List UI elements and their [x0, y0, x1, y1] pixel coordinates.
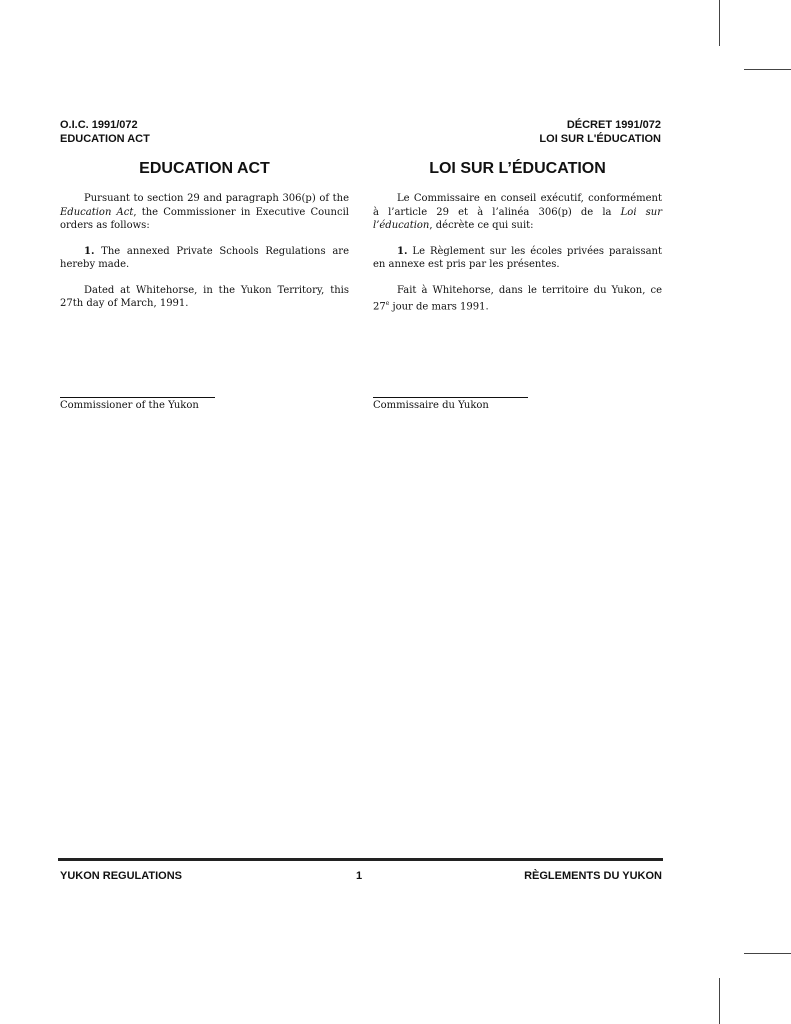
- french-dated-end: jour de mars 1991.: [389, 301, 489, 313]
- english-signature-block: [60, 397, 215, 412]
- french-preamble-end: , décrète ce qui suit:: [429, 220, 534, 231]
- french-dated-ordinal: e: [385, 300, 390, 307]
- english-dated: Dated at Whitehorse, in the Yukon Territory, this 27th day of March, 1991.: [60, 284, 349, 309]
- french-signature-block: [373, 397, 528, 412]
- english-section-1: [60, 245, 349, 272]
- french-title: LOI SUR L’ÉDUCATION: [429, 160, 606, 177]
- footer-left-label: YUKON REGULATIONS: [60, 870, 183, 882]
- crop-mark-bottom-vertical: [719, 978, 720, 1024]
- header-loi-name: LOI SUR L'ÉDUCATION: [539, 133, 661, 145]
- english-act-citation: Education Act: [60, 206, 134, 218]
- header-oic-number: O.I.C. 1991/072: [60, 119, 138, 131]
- french-signature-label: Commissaire du Yukon: [373, 400, 489, 411]
- french-section-1: [373, 245, 662, 272]
- page-number: 1: [356, 870, 363, 882]
- footer-right-label: RÈGLEMENTS DU YUKON: [524, 870, 662, 882]
- english-title: EDUCATION ACT: [139, 160, 270, 177]
- english-signature-label: Commissioner of the Yukon: [60, 400, 199, 411]
- english-signature-line: [60, 397, 215, 398]
- footer-rule: [58, 858, 663, 861]
- french-dated-text: Fait à Whitehorse, dans le territoire du Yukon, ce 27: [373, 284, 662, 313]
- english-preamble: [60, 192, 349, 233]
- header-right: [539, 118, 661, 146]
- french-column: [373, 158, 662, 326]
- english-preamble-text: Pursuant to section 29 and paragraph 306(p) of the: [84, 193, 349, 204]
- crop-mark-top-horizontal: [744, 69, 791, 70]
- header-left: [60, 118, 150, 146]
- french-section-text: Le Règlement sur les écoles privées paraissant en annexe est pris par les présentes.: [373, 245, 662, 270]
- french-signature-line: [373, 397, 528, 398]
- french-dated: [373, 284, 662, 314]
- english-preamble-end: , the Commissioner in Executive Council orders as follows:: [60, 206, 349, 231]
- french-preamble-text: Le Commissaire en conseil exécutif, conformément à l’article 29 et à l’alinéa 306(p) de la: [373, 193, 662, 218]
- french-preamble: [373, 192, 662, 233]
- crop-mark-bottom-horizontal: [744, 953, 791, 954]
- crop-mark-top-vertical: [719, 0, 720, 46]
- header-decret-number: DÉCRET 1991/072: [566, 119, 661, 131]
- english-section-text: The annexed Private Schools Regulations are hereby made.: [60, 245, 349, 270]
- french-act-citation: Loi sur l’éducation: [373, 206, 662, 231]
- english-column: [60, 158, 349, 323]
- english-section-number: 1.: [84, 245, 95, 257]
- french-section-number: 1.: [397, 245, 408, 257]
- header-act-name: EDUCATION ACT: [60, 133, 150, 145]
